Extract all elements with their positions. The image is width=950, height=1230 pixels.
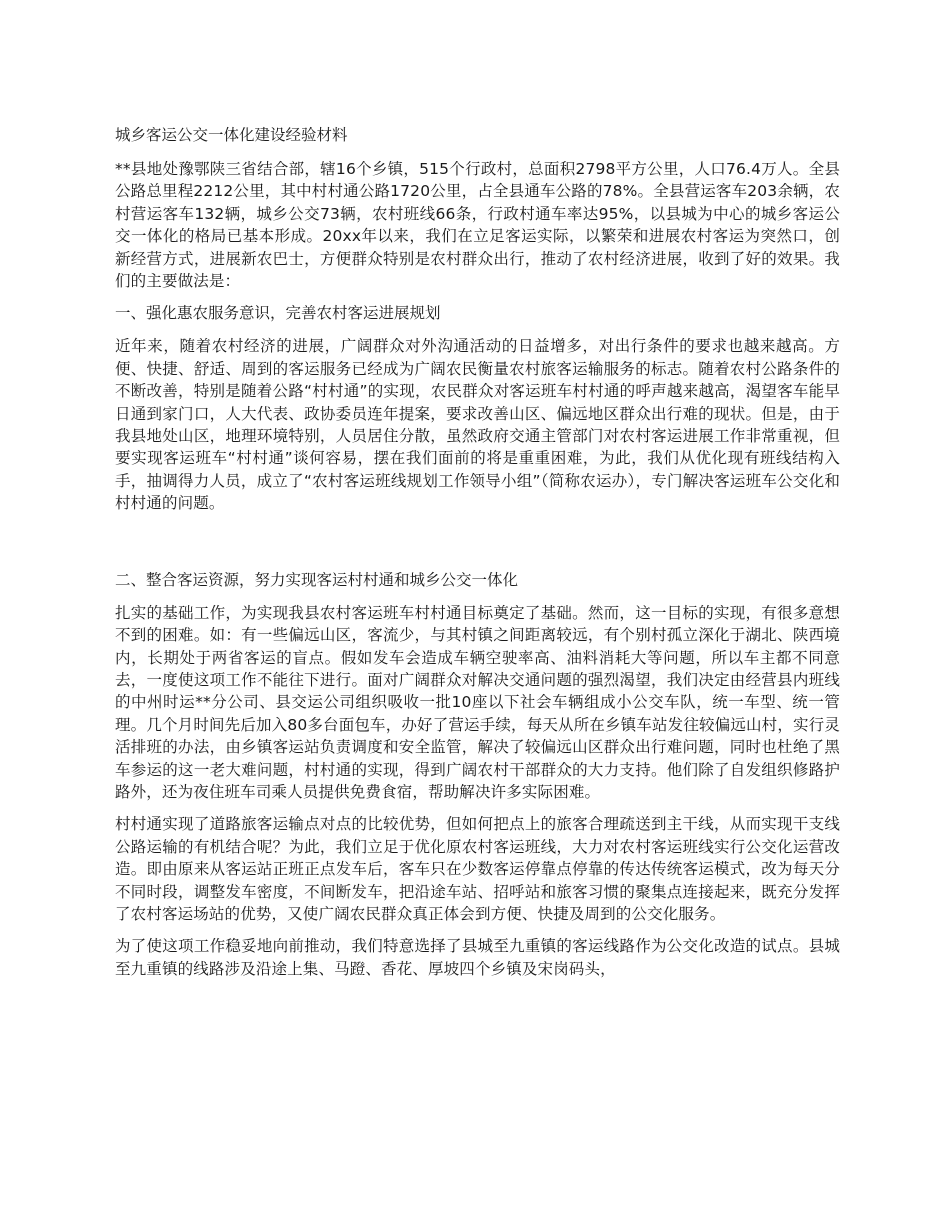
section-spacer [115,525,840,569]
section-2-paragraph-3: 为了使这项工作稳妥地向前推动，我们特意选择了县城至九重镇的客运线路作为公交化改造的试点。县城至九重镇的线路涉及沿途上集、马蹬、香花、厚坡四个乡镇及宋岗码头， [115,937,840,978]
section-1-heading: 一、强化惠农服务意识，完善农村客运进展规划 [115,304,441,323]
section-2-paragraph-1: 扎实的基础工作，为实现我县农村客运班车村村通目标奠定了基础。然而，这一目标的实现，有很多意想不到的困难。如：有一些偏远山区，客流少，与其村镇之间距离较远，有个别村孤立深化于湖北、陕西境内，长期处于两省客运的盲点。假如发车会造成车辆空驶率高、油料消耗大等问题，所以车主都不同意去，一度使这项工作不能往下进行。面对广阔群众对解决交通问题的强烈渴望，我们决定由经营县内班线的中州时运**分公司、县交运公司组织吸收一批10座以下社会车辆组成小公交车队，统一车型、统一管理。几个月时间先后加入80多台面包车，办好了营运手续，每天从所在乡镇车站发往较偏远山村，实行灵活排班的办法，由乡镇客运站负责调度和安全监管，解决了较偏远山区群众出行难问题，同时也杜绝了黑车参运的这一老大难问题，村村通的实现，得到广阔农村干部群众的大力支持。他们除了自发组织修路护路外，还为夜住班车司乘人员提供免费食宿，帮助解决许多实际困难。 [115,603,840,801]
section-2-heading: 二、整合客运资源，努力实现客运村村通和城乡公交一体化 [115,570,519,589]
intro-paragraph: **县地处豫鄂陕三省结合部，辖16个乡镇，515个行政村，总面积2798平方公里，人口76.4万人。全县公路总里程2212公里，其中村村通公路1720公里，占全县通车公路的78%。全县营运客车203余辆，农村营运客车132辆，城乡公交73辆，农村班线66条，行政村通车率达95%，以县城为中心的城乡客运公交一体化的格局已基本形成。20xx年以来，我们在立足客运实际，以繁荣和进展农村客运为突然口，创新经营方式，进展新农巴士，方便群众特别是农村群众出行，推动了农村经济进展，收到了好的效果。我们的主要做法是： [115,160,840,291]
document-title: 城乡客运公交一体化建设经验材料 [115,126,348,144]
section-2-paragraph-2: 村村通实现了道路旅客运输点对点的比较优势，但如何把点上的旅客合理疏送到主干线，从而实现干支线公路运输的有机结合呢？为此，我们立足于优化原农村客运班线，大力对农村客运班线实行公交化运营改造。即由原来从客运站正班正点发车后，客车只在少数客运停靠点停靠的传达传统客运模式，改为每天分不同时段，调整发车密度，不间断发车，把沿途车站、招呼站和旅客习惯的聚集点连接起来，既充分发挥了农村客运场站的优势，又使广阔农民群众真正体会到方便、快捷及周到的公交化服务。 [115,815,840,923]
document-page [115,124,840,990]
section-1-paragraph: 近年来，随着农村经济的进展，广阔群众对外沟通活动的日益增多，对出行条件的要求也越来越高。方便、快捷、舒适、周到的客运服务已经成为广阔农民衡量农村旅客运输服务的标志。随着农村公路条件的不断改善，特别是随着公路“村村通”的实现，农民群众对客运班车村村通的呼声越来越高，渴望客车能早日通到家门口，人大代表、政协委员连年提案，要求改善山区、偏远地区群众出行难的现状。但是，由于我县地处山区，地理环境特别，人员居住分散，虽然政府交通主管部门对农村客运进展工作非常重视，但要实现客运班车“村村通”谈何容易，摆在我们面前的将是重重困难，为此，我们从优化现有班线结构入手，抽调得力人员，成立了“农村客运班线规划工作领导小组”（简称农运办），专门解决客运班车公交化和村村通的问题。 [115,337,840,513]
